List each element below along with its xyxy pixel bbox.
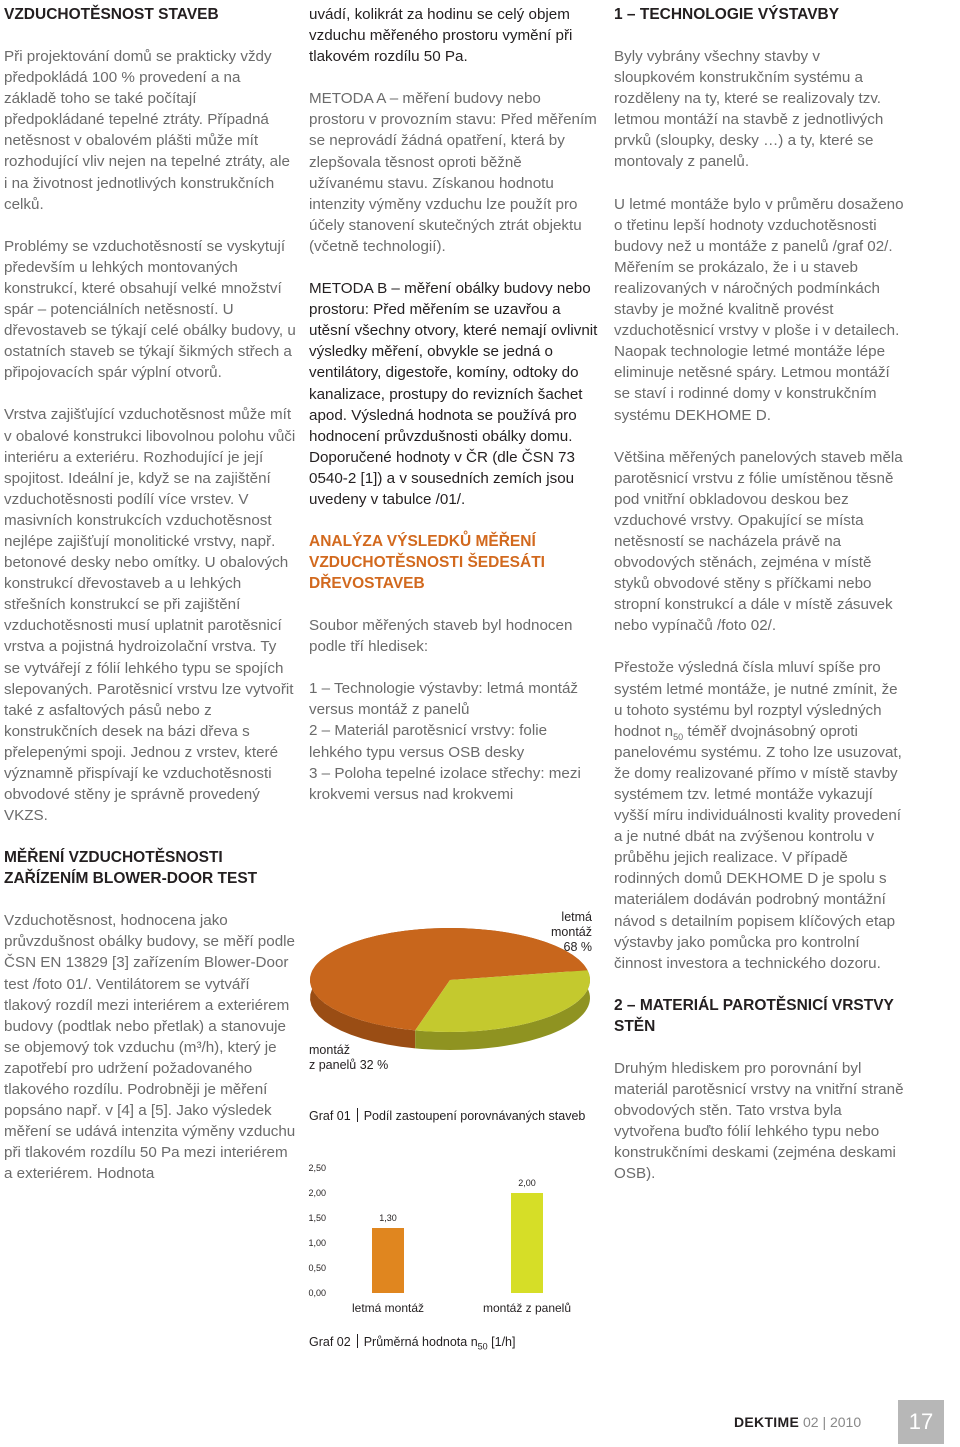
bar-letma — [372, 1228, 404, 1293]
x-category-label: letmá montáž — [351, 1301, 425, 1315]
paragraph: Přestože výsledná čísla mluví spíše pro systém letmé montáže, je nutné zmínit, že u tohoto systému byl rozptyl výsledných hodnot $n_{50}$ téměř dvojnásobný oproti panelovému systému. Z toho lze usuzovat, že domy realizované přímo v místě stavby systémem tzv. letmé montáže vykazují vyšší míru individuálnosti kvality provedení a je nutné dbát na zvýšenou kontrolu v průběhu jejich realizace. V případě rodinných domů DEKHOME D je spolu s materiálem dodáván podrobný montážní návod s detailním popisem klíčových etap výstavby jako pomůcka pro kontrolní činnost investora a technického dozoru. — [614, 659, 902, 972]
pie-label-panel: montáž z panelů 32 % — [309, 1043, 389, 1072]
paragraph: Soubor měřených staveb byl hodnocen podle tří hledisek: — [309, 617, 573, 656]
y-tick-label: 2,50 — [308, 1163, 326, 1173]
paragraph: Vzduchotěsnost, hodnocena jako průvzdušnost obálky budovy, se měří podle ČSN EN 13829 [3] zařízením Blower-Door test /foto 01/. Ventilátorem se vytváří tlakový rozdíl mezi interiérem a exteriérem budovy (podtlak nebo přetlak) a stanovuje se objemový tok vzduchu (m³/h), který je zapotřebí pro udržení požadovaného tlakového rozdílu. Podrobněji je měření popsáno např. v [4] a [5]. Jako výsledek měření se udává intenzita výměny vzduchu při tlakovém rozdílu 50 Pa mezi interiérem a exteriérem. Hodnota — [4, 912, 296, 1183]
heading-material: 2 – MATERIÁL PAROTĚSNICÍ VRSTVY STĚN — [614, 996, 894, 1035]
list-item: 3 – Poloha tepelné izolace střechy: mezi krokvemi versus nad krokvemi — [309, 764, 581, 803]
bar-value-label: 1,30 — [379, 1213, 397, 1223]
bar-chart — [300, 1160, 600, 1320]
page-number: 17 — [898, 1400, 944, 1444]
paragraph: Problémy se vzduchotěsností se vyskytují především u lehkých montovaných konstrukcí, které obsahují velké množství spár – potenciálních netěsností. U dřevostaveb se týkají celé obálky budovy, u ostatních staveb se týkají šikmých střech a připojovacích spár výplní otvorů. — [4, 237, 296, 382]
paragraph: METODA A – měření budovy nebo prostoru v provozním stavu: Před měřením se neprovádí žádná opatření, která by zlepšovala těsnost oproti běžně užívanému stavu. Získanou hodnotu intenzity výměny vzduchu lze použít pro účely stanovení skutečných ztrát objektu (včetně technologií). — [309, 90, 597, 255]
page-footer — [734, 1413, 861, 1431]
column-middle — [309, 0, 599, 805]
magazine-brand: DEKTIME — [734, 1414, 800, 1430]
y-tick-label: 1,00 — [308, 1238, 326, 1248]
paragraph: METODA B – měření obálky budovy nebo prostoru: Před měřením se uzavřou a utěsní všechny otvory, které nemají ovlivnit výsledky měření, obvykle se jedná o ventilátory, digestoře, komíny, odtoky do kanalizace, prostupy do revizních šachet apod. Výsledná hodnota se používá pro hodnocení průvzdušnosti obálky domu. Doporučené hodnoty v ČR (dle ČSN 73 0540-2 [1]) a v sousedních zemích jsou uvedeny v tabulce /01/. — [309, 280, 598, 508]
bar-panel — [511, 1193, 543, 1293]
chart-caption-graf01: Graf 01 Podíl zastoupení porovnávaných staveb — [309, 1109, 586, 1123]
y-tick-label: 0,50 — [308, 1263, 326, 1273]
pie-chart — [300, 880, 610, 1140]
y-tick-label: 1,50 — [308, 1213, 326, 1223]
y-tick-label: 2,00 — [308, 1188, 326, 1198]
column-right — [614, 0, 904, 1205]
heading-technology: 1 – TECHNOLOGIE VÝSTAVBY — [614, 6, 840, 23]
paragraph: Druhým hlediskem pro porovnání byl materiál parotěsnicí vrstvy na vnitřní straně obvodových stěn. Tato vrstva byla vytvořena buďto fólií lehkého typu nebo konstrukčními deskami (zejména deskami OSB). — [614, 1059, 904, 1183]
column-left — [4, 0, 296, 1206]
paragraph: Vrstva zajišťující vzduchotěsnost může mít v obalové konstrukci libovolnou polohu vůči interiéru a exteriéru. Rozhodující je její spojitost. Ideální je, když se na zajištění vzduchotěsnosti podílí více vrstev. V masivních konstrukcích vzduchotěsnost nejlépe zajišťují monolitické vrstvy, např. betonové desky nebo omítky. U obalových konstrukcí dřevostaveb a u lehkých střešních konstrukcí se při zajištění vzduchotěsnosti musí uplatnit parotěsnicí vrstva a pojistná hydroizolační vrstva. Ty se vytvářejí z fólií lehkého typu se spojích slepovaných. Parotěsnicí vrstvu lze vytvořit také z asfaltových pásů nebo z konstrukčních desek na bázi dřeva s přelepenými spoji. Jednou z vrstev, které významně přispívají ke vzduchotěsnosti obvodové stěny je správně provedený VKZS. — [4, 406, 296, 825]
list-item: 1 – Technologie výstavby: letmá montáž versus montáž z panelů — [309, 680, 579, 719]
heading-blower-door: MĚŘENÍ VZDUCHOTĚSNOSTI ZAŘÍZENÍM BLOWER-DOOR TEST — [4, 849, 258, 888]
x-category-label: montáž z panelů — [482, 1301, 572, 1315]
heading-airtightness: VZDUCHOTĚSNOST STAVEB — [4, 6, 219, 23]
paragraph: Většina měřených panelových staveb měla parotěsnicí vrstvu z fólie umístěnou těsně pod vnitřní obkladovou deskou bez vzduchové vrstvy. Opakující se místa netěsností se nacházela právě na obvodových stěnách, zejména v místě styků obvodové stěny s příčkami nebo stropní konstrukcí a dále v místě zásuvek nebo vypínačů /foto 02/. — [614, 448, 903, 635]
paragraph: U letmé montáže bylo v průměru dosaženo o třetinu lepší hodnoty vzduchotěsnosti budovy než u montáže z panelů /graf 02/. Měřením se prokázalo, že i u staveb realizovaných v náročných podmínkách stavby je možné kvalitně provést vzduchotěsnicí vrstvy v ploše i v detailech. Naopak technologie letmé montáže lépe eliminuje netěsné spáry. Letmou montáží se staví i rodinné domy v konstrukčním systému DEKHOME D. — [614, 195, 904, 424]
list-item: 2 – Materiál parotěsnicí vrstvy: folie lehkého typu versus OSB desky — [309, 722, 548, 761]
chart-caption-graf02: Graf 02 Průměrná hodnota $n_{50}$ [1/h] — [309, 1335, 516, 1352]
issue-number: 02 | 2010 — [803, 1414, 862, 1430]
pie-label-letma: letmá montáž 68 % — [551, 910, 592, 954]
bar-value-label: 2,00 — [518, 1178, 536, 1188]
y-tick-label: 0,00 — [308, 1288, 326, 1298]
criteria-list — [309, 678, 599, 805]
paragraph: Při projektování domů se prakticky vždy předpokládá 100 % provedení a na základě toho se také počítají předpokládané tepelné ztráty. Případná netěsnost v obalovém plášti může mít rozhodující vliv nejen na tepelné ztráty, ale i na životnost jednotlivých konstrukčních celků. — [4, 48, 290, 213]
paragraph: uvádí, kolikrát za hodinu se celý objem vzduchu měřeného prostoru vymění při tlakovém rozdílu 50 Pa. — [309, 6, 573, 66]
heading-analysis: ANALÝZA VÝSLEDKŮ MĚŘENÍ VZDUCHOTĚSNOSTI ŠEDESÁTI DŘEVOSTAVEB — [309, 533, 545, 593]
paragraph: Byly vybrány všechny stavby v sloupkovém konstrukčním systému a rozděleny na ty, které se realizovaly tzv. letmou montáží na stavbě z jednotlivých prvků (sloupky, desky …) a ty, které se montovaly z panelů. — [614, 48, 884, 171]
